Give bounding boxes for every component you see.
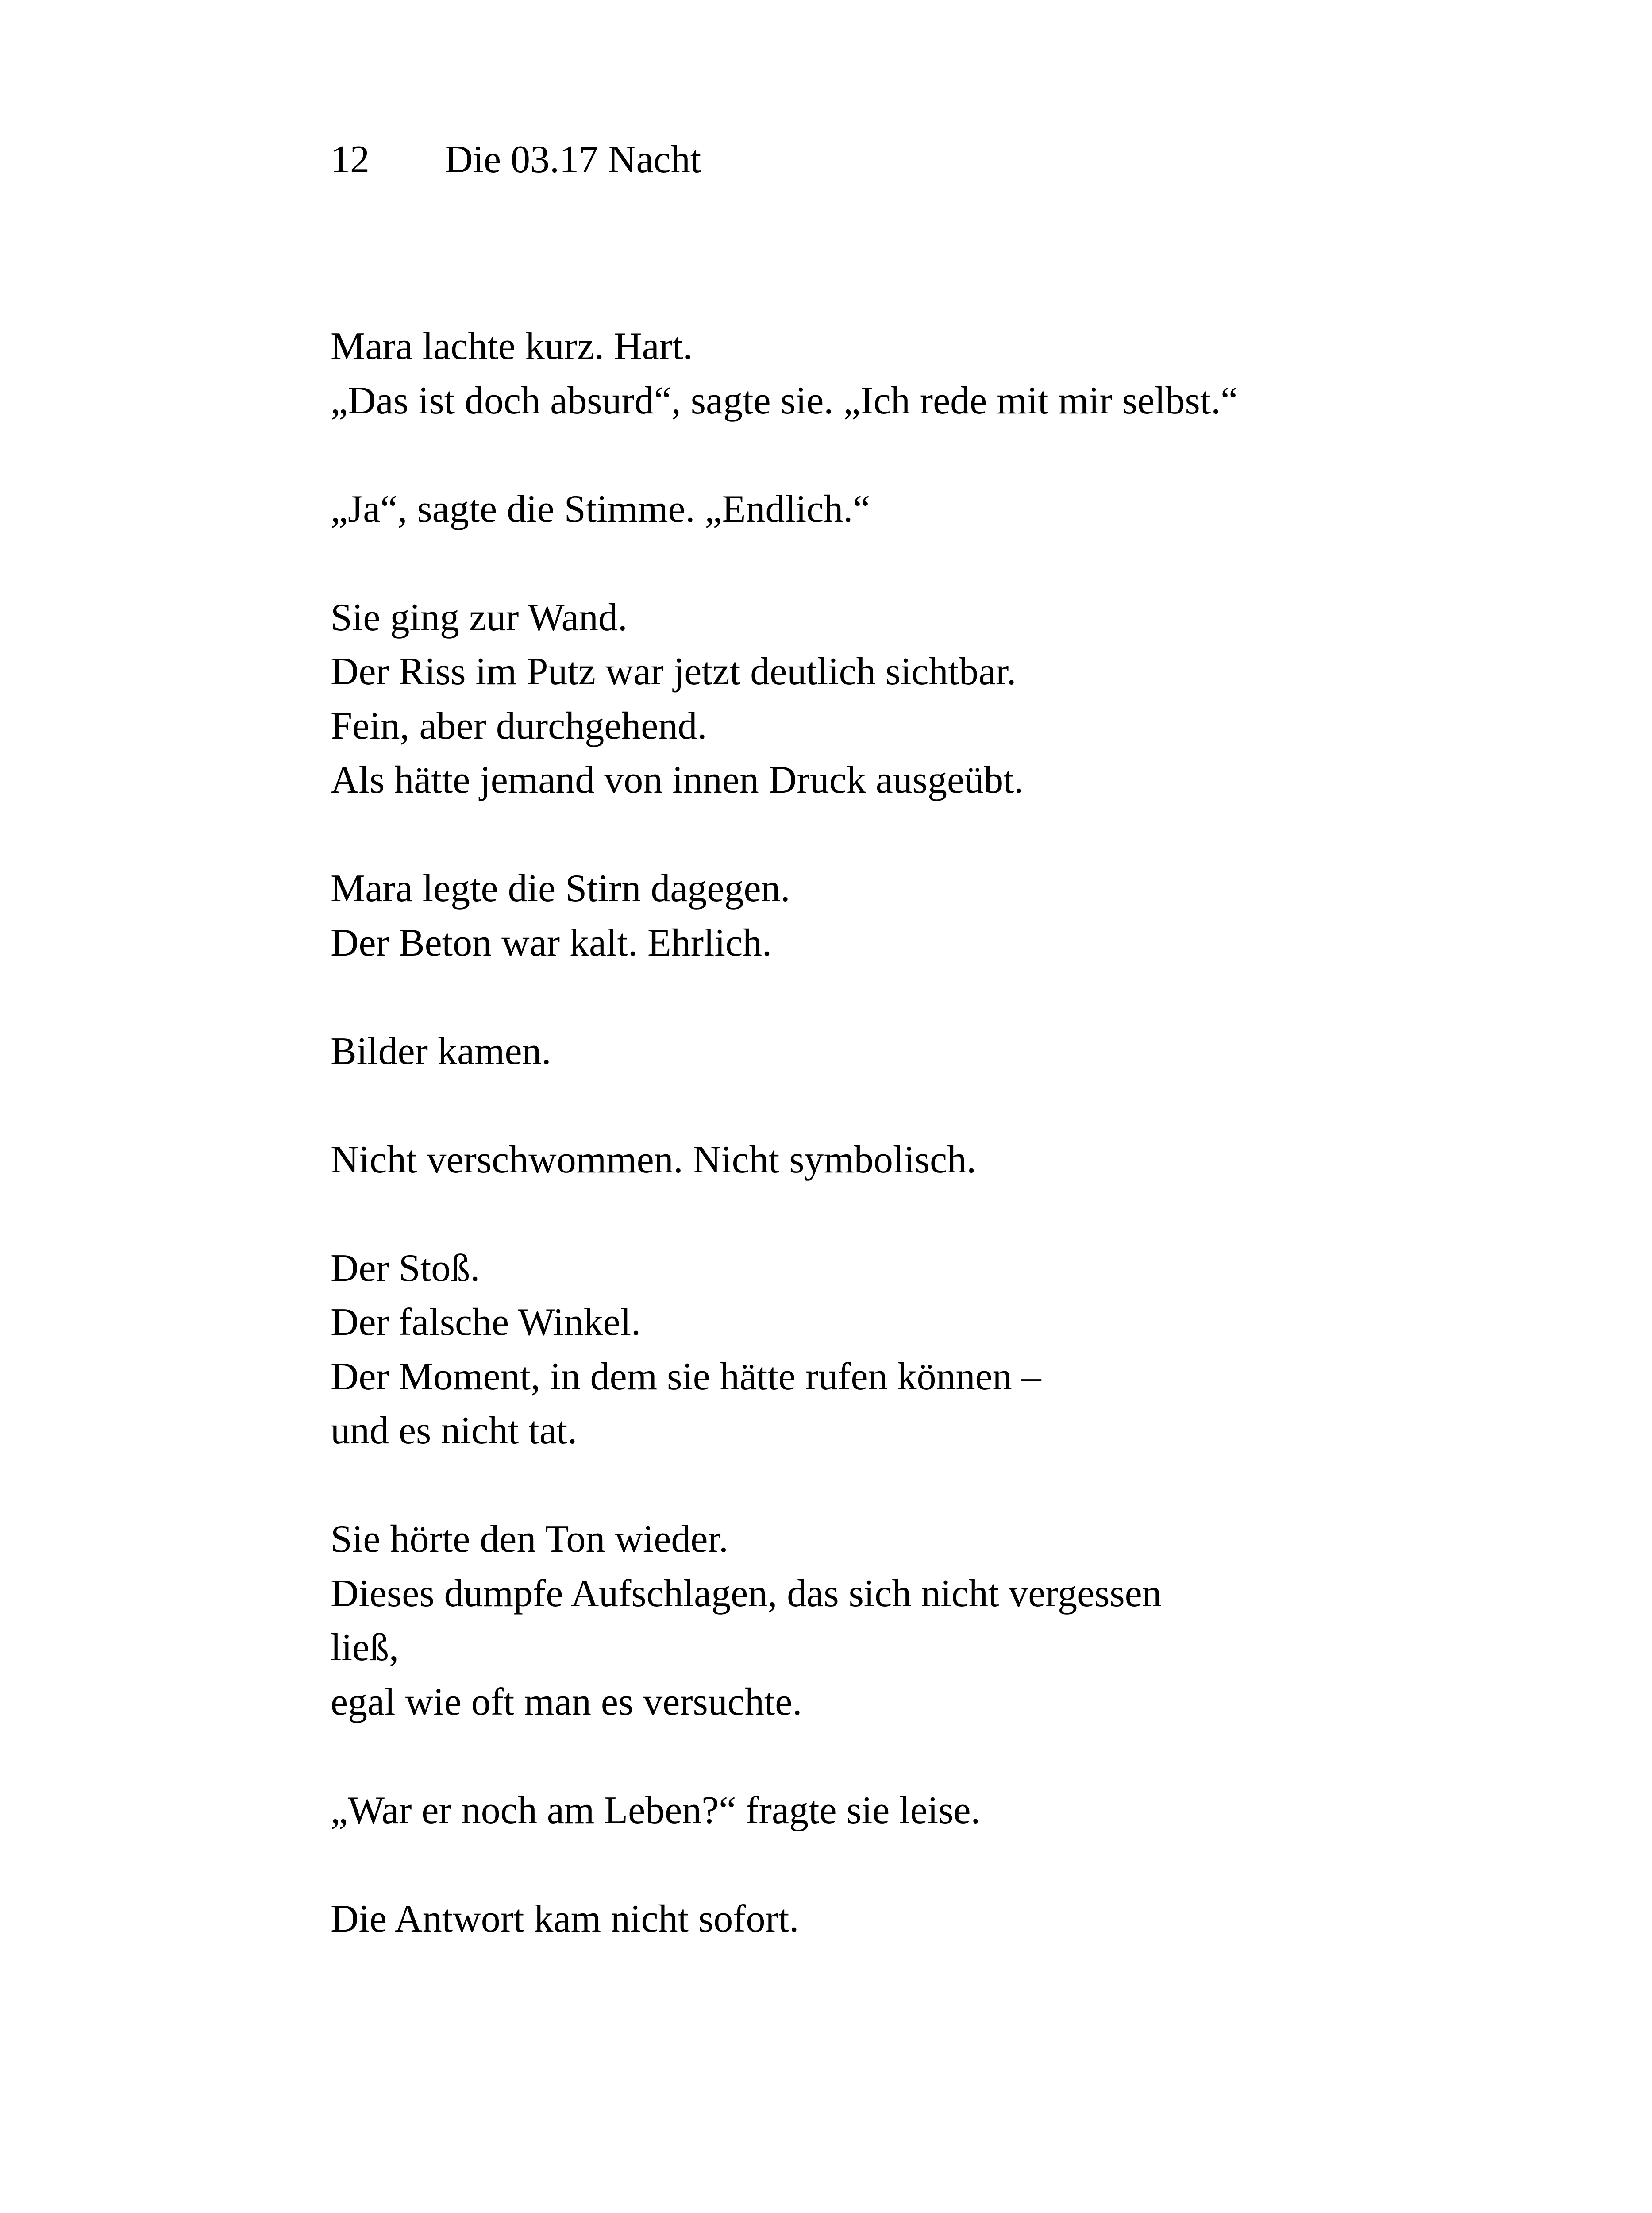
text-line: Sie hörte den Ton wieder. xyxy=(331,1518,728,1561)
text-line: Dieses dumpfe Aufschlagen, das sich nicht vergessen xyxy=(331,1572,1162,1615)
paragraph-break xyxy=(331,1838,1326,1892)
paragraph-break xyxy=(331,1079,1326,1133)
paragraph-break xyxy=(331,1729,1326,1784)
text-line: und es nicht tat. xyxy=(331,1409,578,1452)
paragraph-break xyxy=(331,1458,1326,1513)
text-line: Bilder kamen. xyxy=(331,1029,551,1073)
paragraph-break xyxy=(331,970,1326,1025)
text-line: Nicht verschwommen. Nicht symbolisch. xyxy=(331,1138,977,1181)
text-line: Als hätte jemand von innen Druck ausgeübt. xyxy=(331,759,1024,802)
text-line: Der Stoß. xyxy=(331,1246,480,1290)
text-line: „Das ist doch absurd“, sagte sie. „Ich rede mit mir selbst.“ xyxy=(331,379,1238,422)
text-line: Mara lachte kurz. Hart. xyxy=(331,325,693,368)
text-line: „War er noch am Leben?“ fragte sie leise. xyxy=(331,1789,981,1832)
text-line: Der Riss im Putz war jetzt deutlich sichtbar. xyxy=(331,650,1017,693)
text-line: Der Moment, in dem sie hätte rufen können – xyxy=(331,1355,1041,1398)
chapter-title: Die 03.17 Nacht xyxy=(445,138,701,181)
text-line: Mara legte die Stirn dagegen. xyxy=(331,867,790,910)
paragraph-break xyxy=(331,808,1326,862)
text-line: ließ, xyxy=(331,1626,399,1669)
text-line: „Ja“, sagte die Stimme. „Endlich.“ xyxy=(331,487,870,531)
paragraph-break xyxy=(331,428,1326,482)
text-line: Der Beton war kalt. Ehrlich. xyxy=(331,921,772,964)
paragraph-break xyxy=(331,1187,1326,1241)
page-number: 12 xyxy=(331,138,370,181)
body-text xyxy=(331,320,1326,1946)
running-header xyxy=(331,133,701,187)
text-line: Der falsche Winkel. xyxy=(331,1301,641,1344)
text-line: egal wie oft man es versuchte. xyxy=(331,1680,802,1723)
paragraph-break xyxy=(331,536,1326,591)
text-line: Fein, aber durchgehend. xyxy=(331,704,707,748)
text-line: Sie ging zur Wand. xyxy=(331,596,628,639)
text-line: Die Antwort kam nicht sofort. xyxy=(331,1897,799,1940)
